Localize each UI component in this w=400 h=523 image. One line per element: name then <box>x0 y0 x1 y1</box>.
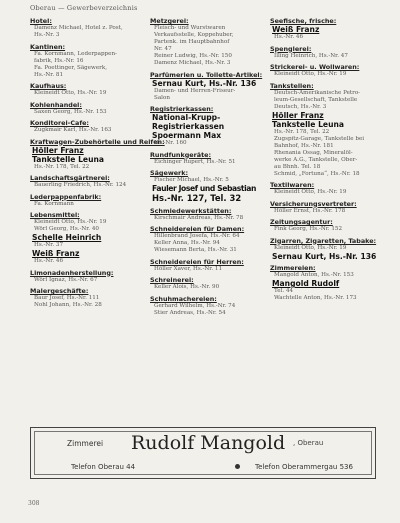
footer-ad-separator-dot <box>235 464 240 469</box>
directory-entry: Wiesemann Berta, Hs.-Nr. 31 <box>154 247 237 253</box>
section-heading: Rundfunkgeräte: <box>150 150 212 159</box>
directory-column-3 <box>268 17 380 421</box>
directory-section <box>150 207 260 222</box>
advertised-entry: Tankstelle Leuna <box>32 154 105 164</box>
directory-section <box>30 269 140 284</box>
section-heading: Schneidereien für Damen: <box>150 225 245 233</box>
directory-entry: Rhenania Ossag, Mineralöl- <box>274 149 353 156</box>
directory-entry: Damenz Michael, Hs.-Nr. 3 <box>154 60 231 66</box>
section-heading: Metzgerei: <box>150 17 189 25</box>
section-heading: Zeitungsagentur: <box>270 218 333 226</box>
section-heading: Schmiedewerkstätten: <box>150 206 232 215</box>
section-heading: Schuhmachereien: <box>150 294 217 303</box>
directory-columns <box>30 17 380 421</box>
directory-section <box>150 17 260 67</box>
directory-section <box>270 218 380 233</box>
page-header: Oberau — Gewerbeverzeichnis <box>30 4 138 12</box>
directory-entry: Hs.-Nr. 178, Tel. 22 <box>34 163 90 170</box>
advertised-entry: National-Krupp- <box>152 113 221 122</box>
directory-section <box>270 200 380 215</box>
section-heading: Kantinen: <box>30 42 66 51</box>
advertised-entry: Fauler Josef und Sebastian <box>152 184 257 193</box>
directory-entry: Fa. Poettinger, Sägewerk, <box>34 64 107 71</box>
section-heading: Versicherungsvertreter: <box>270 199 357 208</box>
directory-entry: Hs.-Nr. 160 <box>154 140 187 146</box>
directory-section <box>150 258 260 273</box>
directory-entry: Kleineidt Otto, Hs.-Nr. 19 <box>274 71 347 77</box>
directory-entry: Hs.-Nr. 46 <box>34 258 64 264</box>
advertised-entry: Weiß Franz <box>32 249 80 258</box>
directory-entry: Höller Ernst, Hs.-Nr. 178 <box>274 207 346 214</box>
section-heading: Landschaftsgärtnerei: <box>30 174 110 182</box>
directory-entry: Fink Georg, Hs.-Nr. 152 <box>274 226 343 232</box>
directory-entry: Kleineidt Otto, Hs.-Nr. 19 <box>274 244 347 251</box>
footer-ad-prefix: Zimmerei <box>67 439 104 448</box>
directory-entry: fabrik, Hs.-Nr. 16 <box>34 57 84 64</box>
section-heading: Tankstellen: <box>270 81 314 90</box>
section-heading: Kaufhaus: <box>30 82 67 90</box>
page-number: 308 <box>28 500 40 507</box>
directory-section <box>150 276 260 291</box>
section-heading: Hotel: <box>30 17 52 25</box>
section-heading: Kraftwagen-Zubehörteile und Reifen: <box>30 137 165 146</box>
directory-entry: Hs.-Nr. 46 <box>274 34 304 40</box>
section-heading: Parfümerien u. Toilette-Artikel: <box>150 70 263 79</box>
directory-entry: Zugkmair Karl, Hs.-Nr. 163 <box>34 127 112 133</box>
directory-entry: Keller Alois, Hs.-Nr. 90 <box>154 284 220 290</box>
directory-section <box>30 17 140 39</box>
section-heading: Malergeschäfte: <box>30 287 89 295</box>
directory-entry: Partenk. im Hauptbahnhof <box>154 39 230 45</box>
advertised-entry: Registrierkassen <box>152 122 225 131</box>
directory-section <box>270 264 380 302</box>
directory-entry: Hs.-Nr. 81 <box>34 71 64 78</box>
directory-entry: Zugspitz-Garage, Tankstelle bei <box>274 135 365 142</box>
directory-entry: Deutsch-Amerikanische Petro- <box>274 89 361 96</box>
directory-section <box>30 82 140 97</box>
directory-entry: Kleineidt Otto, Hs.-Nr. 19 <box>274 189 347 195</box>
advertised-entry: Sernau Kurt, Hs.-Nr. 136 <box>272 251 377 261</box>
directory-section <box>150 105 260 147</box>
section-heading: Lebensmittel: <box>30 211 80 219</box>
directory-section <box>30 137 165 171</box>
advertised-entry: Schelle Heinrich <box>32 233 102 242</box>
advertised-entry: Höller Franz <box>272 110 324 120</box>
directory-entry: Damenz Michael, Hotel z. Post, <box>34 25 123 31</box>
directory-entry: Mangold Anton, Hs.-Nr. 153 <box>274 272 354 278</box>
section-heading: Kohlenhandel: <box>30 100 82 109</box>
directory-section <box>30 174 140 189</box>
section-heading: Textilwaren: <box>270 181 315 189</box>
directory-entry: Fa. Kornmann <box>34 200 74 207</box>
footer-advertisement <box>30 427 376 479</box>
section-heading: Registrierkassen: <box>150 105 214 113</box>
directory-section <box>270 82 380 178</box>
directory-entry: Bauerling Friedrich, Hs.-Nr. 124 <box>34 182 127 188</box>
directory-entry: Saxen Georg, Hs.-Nr. 153 <box>34 108 107 115</box>
directory-entry: au Bhnh. Tel. 18 <box>274 163 321 170</box>
directory-entry: Höller Xaver, Hs.-Nr. 11 <box>154 265 223 272</box>
advertised-entry: Sernau Kurt, Hs.-Nr. 136 <box>152 78 257 88</box>
directory-section <box>150 295 260 317</box>
advertised-entry: Weiß Franz <box>272 25 320 34</box>
directory-entry: Stier Andreas, Hs.-Nr. 54 <box>154 309 226 316</box>
advertised-entry: Spoermann Max <box>152 131 222 140</box>
section-heading: Konditorei-Cafe: <box>30 119 89 127</box>
section-heading: Strickerei- u. Wollwaren: <box>270 63 360 71</box>
directory-entry: Deutsch, Hs.-Nr. 3 <box>274 103 327 110</box>
section-heading: Limonadenherstellung: <box>30 268 114 277</box>
directory-entry: Salon <box>154 94 170 101</box>
directory-section <box>30 193 140 208</box>
section-heading: Zimmereien: <box>270 264 316 272</box>
directory-entry: Damen- und Herren-Friseur- <box>154 87 236 94</box>
directory-entry: Hs.-Nr. 3 <box>34 32 60 38</box>
advertised-entry: Tankstelle Leuna <box>272 119 345 129</box>
section-heading: Zigarren, Zigaretten, Tabake: <box>270 236 377 245</box>
footer-ad-phone-right: Telefon Oberammergau 536 <box>255 463 353 471</box>
directory-section <box>30 43 140 79</box>
directory-section <box>270 63 380 78</box>
directory-entry: Gerhard Wilhelm, Hs.-Nr. 74 <box>154 302 236 309</box>
directory-section <box>270 45 380 60</box>
directory-entry: Hs.-Nr. 37 <box>34 242 64 248</box>
directory-entry: Hillenbrand Josefa, Hs.-Nr. 64 <box>154 233 240 239</box>
directory-entry: Nohl Johann, Hs.-Nr. 28 <box>34 302 102 308</box>
directory-entry: Verkaufsstelle, Koppehuber, <box>154 32 234 38</box>
directory-section <box>270 17 380 41</box>
advertised-entry: Hs.-Nr. 127, Tel. 32 <box>152 193 242 203</box>
directory-entry: Wörl Georg, Hs.-Nr. 40 <box>34 226 99 232</box>
directory-entry: leum-Gesellschaft, Tankstelle <box>274 96 358 103</box>
directory-section <box>30 101 140 116</box>
section-heading: Lederpappenfabrik: <box>30 192 102 201</box>
directory-section <box>270 181 380 196</box>
directory-entry: Fischer Michael, Hs.-Nr. 5 <box>154 177 229 183</box>
footer-ad-phone-left: Telefon Oberau 44 <box>71 463 136 471</box>
directory-entry: Kleineidt Otto, Hs.-Nr. 19 <box>34 219 107 225</box>
directory-section <box>30 211 140 265</box>
directory-entry: Kleineidt Otto, Hs.-Nr. 19 <box>34 90 107 96</box>
footer-ad-suffix: , Oberau <box>293 439 324 447</box>
directory-entry: Reiner Ludwig, Hs.-Nr. 150 <box>154 53 232 59</box>
directory-section <box>150 225 260 254</box>
directory-entry: Wörl Ignaz, Hs.-Nr. 67 <box>34 276 98 283</box>
directory-entry: Illing Heinrich, Hs.-Nr. 47 <box>274 52 348 59</box>
section-heading: Schreinerei: <box>150 276 194 284</box>
directory-section <box>30 119 140 134</box>
section-heading: Schneidereien für Herren: <box>150 257 244 266</box>
directory-entry: Kirschmair Andreas, Hs.-Nr. 78 <box>154 214 244 221</box>
section-heading: Spenglerei: <box>270 44 312 53</box>
directory-entry: Bahnhof, Hs.-Nr. 181 <box>274 142 334 149</box>
directory-column-2 <box>148 17 263 421</box>
directory-entry: Nr. 47 <box>154 46 172 52</box>
directory-entry: Tel. 44 <box>274 288 294 294</box>
directory-section <box>150 169 260 203</box>
directory-section <box>150 70 263 102</box>
directory-entry: Hs.-Nr. 178, Tel. 22 <box>274 128 330 135</box>
directory-section <box>30 287 140 309</box>
directory-entry: Baur Josef, Hs.-Nr. 111 <box>34 295 100 301</box>
directory-entry: Schmid, „Fortuna“, Hs.-Nr. 18 <box>274 170 360 177</box>
advertised-entry: Mangold Rudolf <box>272 279 340 288</box>
directory-section <box>150 151 260 166</box>
footer-ad-name: Rudolf Mangold <box>131 432 286 454</box>
advertised-entry: Höller Franz <box>32 145 84 155</box>
directory-entry: Fa. Kornmann, Lederpappen- <box>34 50 117 57</box>
directory-entry: Fleisch- und Wurstwaren <box>154 25 226 31</box>
directory-section <box>270 237 380 261</box>
directory-entry: Eichinger Rupert, Hs.-Nr. 51 <box>154 158 236 165</box>
section-heading: Sägewerk: <box>150 169 189 177</box>
directory-entry: Keller Anna, Hs.-Nr. 94 <box>154 240 220 246</box>
section-heading: Seefische, frische: <box>270 17 337 25</box>
directory-entry: Wachtelle Anton, Hs.-Nr. 173 <box>274 295 357 301</box>
directory-entry: werke A.G., Tankstelle, Ober- <box>274 156 358 163</box>
